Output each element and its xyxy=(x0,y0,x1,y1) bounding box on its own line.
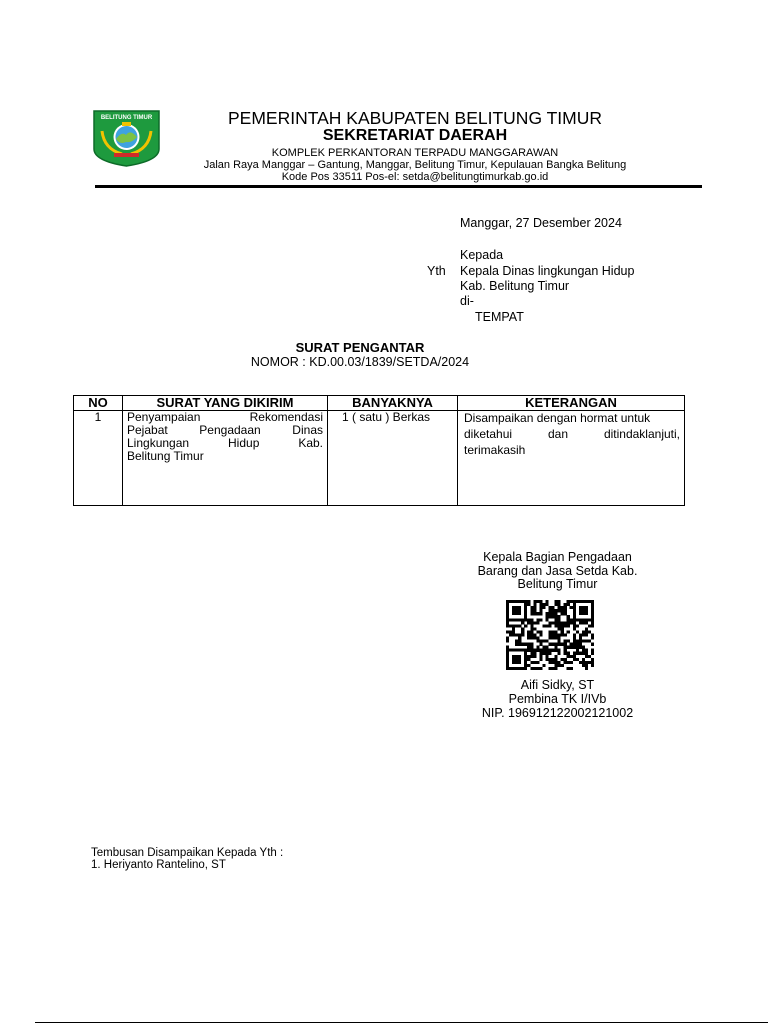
footer-divider xyxy=(35,1022,768,1023)
recipient-place: TEMPAT xyxy=(475,310,524,324)
letter-title: SURAT PENGANTAR xyxy=(295,340,425,355)
recipient-di: di- xyxy=(460,294,474,308)
cell-banyaknya: 1 ( satu ) Berkas xyxy=(328,411,458,506)
signer-rank: Pembina TK I/IVb xyxy=(508,692,607,706)
signature-position-line1: Kepala Bagian Pengadaan xyxy=(483,550,632,564)
cell-ket-line2: diketahui dan ditindaklanjuti, xyxy=(464,427,680,441)
cell-keterangan xyxy=(458,411,685,506)
signer-nip: NIP. 196912122002121002 xyxy=(481,706,634,720)
recipient-line1: Kepala Dinas lingkungan Hidup xyxy=(460,264,635,278)
document-table xyxy=(73,395,685,506)
cell-ket-line3: terimakasih xyxy=(464,443,526,457)
cell-no: 1 xyxy=(74,411,123,506)
header-postal-email: Kode Pos 33511 Pos-el: setda@belitungtimurkab.go.id xyxy=(281,171,549,183)
qr-code-icon xyxy=(506,600,594,670)
yth-label: Yth xyxy=(427,264,446,278)
table-row xyxy=(74,411,685,506)
cc-item: 1. Heriyanto Rantelino, ST xyxy=(91,859,226,871)
col-header-keterangan: KETERANGAN xyxy=(458,396,685,411)
header-divider xyxy=(95,185,702,188)
header-complex: KOMPLEK PERKANTORAN TERPADU MANGGARAWAN xyxy=(271,147,559,159)
cell-surat-line4: Belitung Timur xyxy=(127,449,204,463)
signature-position-line3: Belitung Timur xyxy=(517,577,598,591)
cell-surat xyxy=(123,411,328,506)
recipient-line2: Kab. Belitung Timur xyxy=(460,279,570,293)
letter-date: Manggar, 27 Desember 2024 xyxy=(460,216,622,230)
col-header-banyaknya: BANYAKNYA xyxy=(328,396,458,411)
cell-surat-line2: Pejabat Pengadaan Dinas xyxy=(127,423,323,437)
col-header-no: NO xyxy=(74,396,123,411)
table-header-row xyxy=(74,396,685,411)
letter-number: NOMOR : KD.00.03/1839/SETDA/2024 xyxy=(250,355,470,369)
cell-surat-line1: Penyampaian Rekomendasi xyxy=(127,410,323,424)
header-government: PEMERINTAH KABUPATEN BELITUNG TIMUR xyxy=(227,108,603,128)
col-header-surat: SURAT YANG DIKIRIM xyxy=(123,396,328,411)
svg-text:BELITUNG TIMUR: BELITUNG TIMUR xyxy=(100,115,153,121)
cell-surat-line3: Lingkungan Hidup Kab. xyxy=(127,436,323,450)
cc-title: Tembusan Disampaikan Kepada Yth : xyxy=(91,847,284,859)
header-address: Jalan Raya Manggar – Gantung, Manggar, Belitung Timur, Kepulauan Bangka Belitung xyxy=(203,159,627,171)
header-secretariat: SEKRETARIAT DAERAH xyxy=(322,127,508,144)
signer-name: Aifi Sidky, ST xyxy=(520,678,595,692)
signature-position-line2: Barang dan Jasa Setda Kab. xyxy=(477,564,638,578)
belitung-timur-logo xyxy=(92,109,161,167)
cell-ket-line1: Disampaikan dengan hormat untuk xyxy=(464,411,651,425)
to-label: Kepada xyxy=(460,248,504,262)
